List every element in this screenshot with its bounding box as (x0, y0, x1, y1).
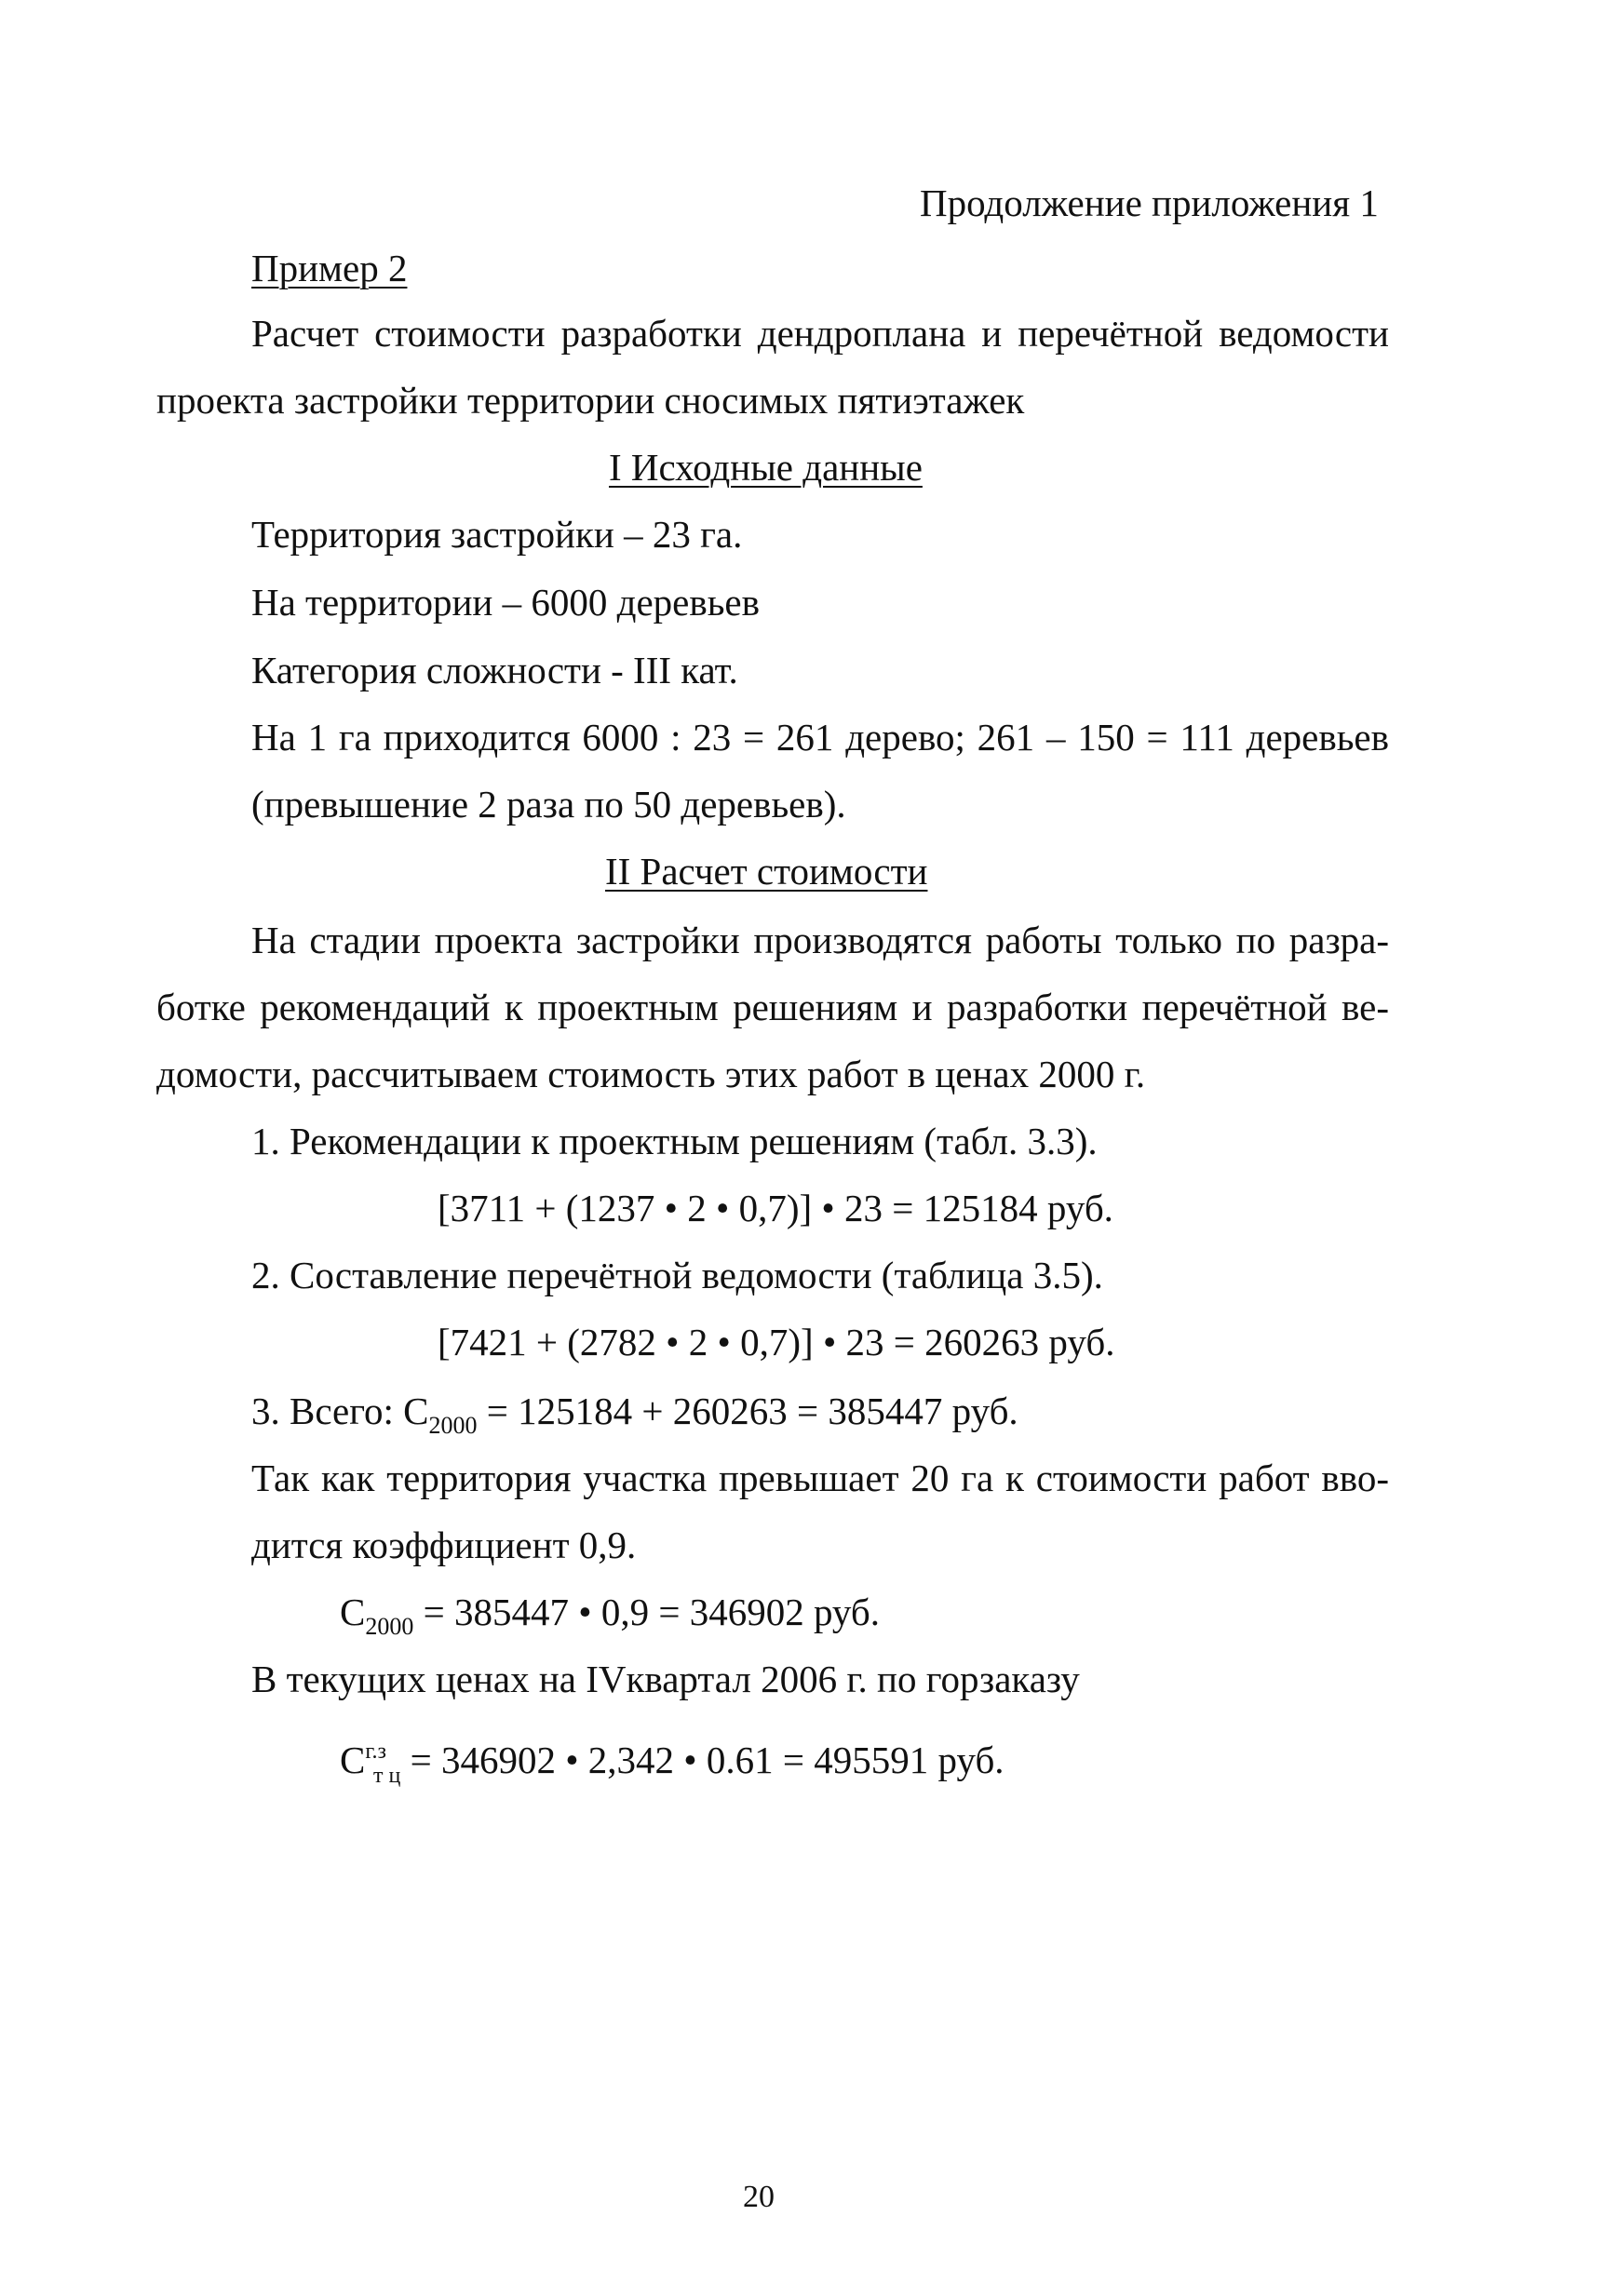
formula-4-rest: = 346902 • 2,342 • 0.61 = 495591 руб. (400, 1739, 1005, 1781)
formula-3-rest: = 385447 • 0,9 = 346902 руб. (413, 1591, 880, 1633)
formula-3 (340, 1588, 880, 1651)
appendix-continuation-header: Продолжение приложения 1 (920, 181, 1379, 224)
example-title-line-2: проекта застройки территории сносимых пятиэтажек (156, 379, 1025, 422)
trees-excess-note: (превышение 2 раза по 50 деревьев). (251, 783, 846, 826)
formula-1: [3711 + (1237 • 2 • 0,7)] • 23 = 125184 руб. (438, 1187, 1113, 1229)
trees-per-hectare-calc: На 1 га приходится 6000 : 23 = 261 дерево; 261 – 150 = 111 деревьев (251, 716, 1389, 759)
step-1: 1. Рекомендации к проектным решениям (табл. 3.3). (251, 1120, 1098, 1162)
input-complexity: Категория сложности - III кат. (251, 649, 738, 691)
formula-4-prefix: С (340, 1739, 366, 1781)
step-2: 2. Составление перечётной ведомости (таблица 3.5). (251, 1254, 1103, 1296)
example-label: Пример 2 (251, 247, 408, 289)
section-2-heading: II Расчет стоимости (605, 850, 928, 893)
formula-4-superscript: г.з (365, 1739, 386, 1764)
formula-3-subscript: 2000 (365, 1613, 414, 1640)
paragraph-line-1: На стадии проекта застройки производятся работы только по разра- (251, 919, 1389, 961)
formula-4-subscript: т ц (372, 1764, 401, 1788)
note-line-2: дится коэффициент 0,9. (251, 1524, 637, 1566)
input-trees: На территории – 6000 деревьев (251, 581, 760, 624)
formula-4 (340, 1727, 1005, 1800)
paragraph-line-2: ботке рекомендаций к проектным решениям и разработки перечётной ве- (156, 986, 1389, 1028)
step-3-subscript: 2000 (428, 1412, 478, 1439)
section-1-heading: I Исходные данные (609, 446, 923, 489)
formula-2: [7421 + (2782 • 2 • 0,7)] • 23 = 260263 руб. (438, 1321, 1115, 1363)
paragraph-line-3: домости, рассчитываем стоимость этих работ в ценах 2000 г. (156, 1053, 1146, 1095)
step-3-prefix: 3. Всего: С (251, 1390, 429, 1432)
example-title-line-1: Расчет стоимости разработки дендроплана и перечётной ведомости (251, 312, 1389, 355)
note-line-1: Так как территория участка превышает 20 га к стоимости работ вво- (251, 1457, 1389, 1499)
current-prices-line: В текущих ценах на IVквартал 2006 г. по горзаказу (251, 1658, 1080, 1700)
input-territory: Территория застройки – 23 га. (251, 513, 743, 556)
step-3-total (251, 1387, 1018, 1450)
page-number: 20 (743, 2180, 775, 2214)
step-3-rest: = 125184 + 260263 = 385447 руб. (477, 1390, 1018, 1432)
formula-3-prefix: С (340, 1591, 366, 1633)
